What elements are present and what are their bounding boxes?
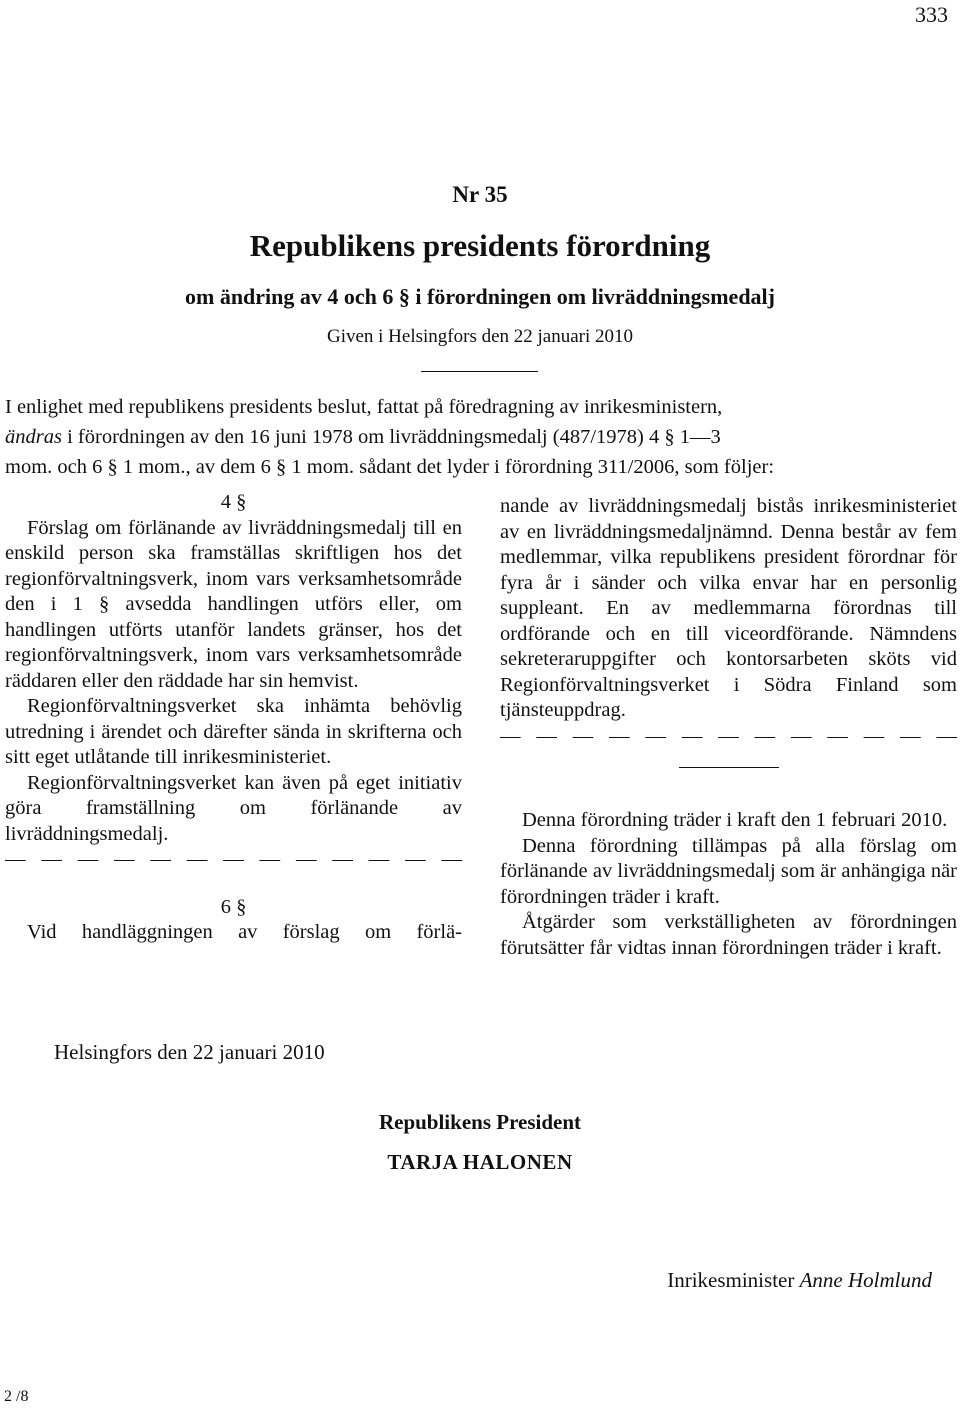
section-6-paragraph-continued: nande av livräddningsmedalj bistås inrikesministeriet av en livräddningsmedaljnämnd. Denna består av fem medlemmar, vilka republikens president förordnar för fyra år i sänder och vilka envar har en personlig suppleant. En av medlemmarna förordnas till ordförande och en till viceordförande. Nämndens sekreteraruppgifter och kontorsarbeten sköts vid Regionförvaltningsverket i Södra Finland som tjänsteuppdrag. bbox=[500, 495, 957, 721]
document-title: Republikens presidents förordning bbox=[249, 228, 711, 263]
omission-dashes: — — — — — — — — — — — — — bbox=[500, 724, 957, 747]
title-divider bbox=[421, 371, 538, 372]
left-column bbox=[5, 490, 462, 946]
document-subtitle: om ändring av 4 och 6 § i förordningen om livräddningsmedalj bbox=[185, 284, 775, 309]
minister-name: Anne Holmlund bbox=[799, 1268, 932, 1292]
section-4-heading: 4 § bbox=[220, 491, 247, 513]
section-4-paragraph-3: Regionförvaltningsverket kan även på eget initiativ göra framställning om förlänande av livräddningsmedalj. bbox=[5, 771, 462, 845]
president-title: Republikens President bbox=[378, 1110, 582, 1134]
footer-code: 2 /8 bbox=[4, 1388, 29, 1405]
preamble-line-3: mom. och 6 § 1 mom., av dem 6 § 1 mom. sådant det lyder i förordning 311/2006, som följer: bbox=[5, 456, 775, 478]
minister-signature bbox=[667, 1268, 932, 1293]
omission-dashes: — — — — — — — — — — — — — bbox=[5, 848, 462, 870]
right-column bbox=[500, 494, 957, 961]
entry-paragraph-1: Denna förordning träder i kraft den 1 februari 2010. bbox=[522, 809, 948, 831]
preamble-line-2-text: i förordningen av den 16 juni 1978 om livräddningsmedalj (487/1978) 4 § 1—3 bbox=[61, 426, 721, 448]
entry-divider bbox=[679, 767, 779, 768]
entry-paragraph-2: Denna förordning tillämpas på alla förslag om förlänande av livräddningsmedalj som är anhängiga när förordningen träder i kraft. bbox=[500, 834, 957, 908]
section-6-paragraph-start: Vid handläggningen av förslag om förlä- bbox=[27, 921, 462, 943]
section-4-paragraph-1: Förslag om förlänande av livräddningsmedalj till en enskild person ska framställas skriftligen hos det regionförvaltningsverk, inom vars verksamhetsområde den i 1 § avsedda handlingen utförs eller, om handlingen utförts utanför landets gränser, hos det regionförvaltningsverk, inom vars verksamhetsområde räddaren eller den räddade har sin hemvist. bbox=[5, 516, 462, 692]
entry-paragraph-3: Åtgärder som verkställigheten av förordningen förutsätter får vidtas innan förordningen träder i kraft. bbox=[500, 911, 957, 959]
statute-number: Nr 35 bbox=[452, 182, 508, 207]
amended-word: ändras bbox=[5, 426, 62, 448]
president-name: TARJA HALONEN bbox=[387, 1150, 573, 1174]
preamble bbox=[5, 392, 955, 482]
minister-title: Inrikesminister bbox=[667, 1268, 795, 1292]
place-and-date: Helsingfors den 22 januari 2010 bbox=[54, 1040, 325, 1064]
section-6-heading: 6 § bbox=[220, 895, 247, 918]
preamble-line-2 bbox=[5, 422, 955, 452]
preamble-line-1: I enlighet med republikens presidents beslut, fattat på föredragning av inrikesministern, bbox=[5, 396, 723, 418]
page-number: 333 bbox=[915, 2, 948, 27]
given-date: Given i Helsingfors den 22 januari 2010 bbox=[326, 326, 634, 347]
section-4-paragraph-2: Regionförvaltningsverket ska inhämta behövlig utredning i ärendet och därefter sända in skrifterna och sitt eget utlåtande till inrikesministeriet. bbox=[5, 695, 462, 768]
